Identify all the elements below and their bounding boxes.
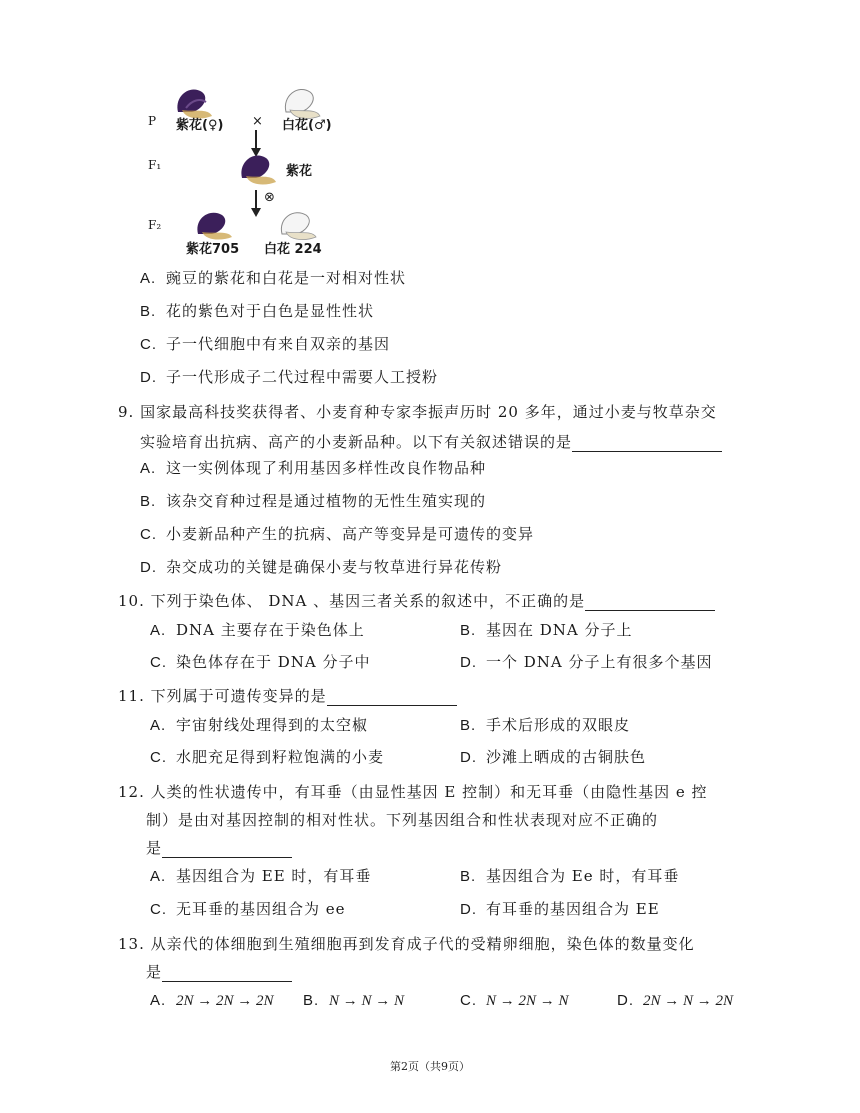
q11-option-a: A. 宇宙射线处理得到的太空椒 bbox=[150, 716, 369, 734]
q13-option-a: A. 2N → 2N → 2N bbox=[150, 992, 274, 1009]
page-footer: 第2页（共9页） bbox=[390, 1060, 470, 1073]
q13-option-c: C. N → 2N → N bbox=[460, 992, 569, 1009]
f1-generation-label: F₁ bbox=[148, 158, 162, 172]
q9-stem-line2: 实验培育出抗病、高产的小麦新品种。以下有关叙述错误的是 bbox=[140, 432, 722, 452]
white-male-label: 白花(♂) bbox=[282, 118, 332, 133]
q8-option-b: B. 花的紫色对于白色是显性性状 bbox=[140, 302, 375, 320]
q12-option-a: A. 基因组合为 EE 时，有耳垂 bbox=[150, 867, 372, 885]
q9-option-d: D. 杂交成功的关键是确保小麦与牧草进行异花传粉 bbox=[140, 558, 503, 576]
f1-purple-label: 紫花 bbox=[286, 164, 313, 179]
q11-stem: 11. 下列属于可遗传变异的是 bbox=[118, 686, 457, 706]
q10-option-b: B. 基因在 DNA 分子上 bbox=[460, 621, 633, 639]
q13-stem-line2: 是 bbox=[146, 962, 292, 982]
q13-option-b: B. N → N → N bbox=[303, 992, 405, 1009]
q9-option-c: C. 小麦新品种产生的抗病、高产等变异是可遗传的变异 bbox=[140, 525, 535, 543]
q9-option-b: B. 该杂交育种过程是通过植物的无性生殖实现的 bbox=[140, 492, 487, 510]
q8-option-d: D. 子一代形成子二代过程中需要人工授粉 bbox=[140, 368, 439, 386]
q12-stem-line3: 是 bbox=[146, 838, 292, 858]
purple-female-label: 紫花(♀) bbox=[176, 118, 224, 133]
arrow-down-icon-2 bbox=[250, 190, 262, 218]
q10-option-c: C. 染色体存在于 DNA 分子中 bbox=[150, 653, 371, 671]
q9-option-a: A. 这一实例体现了利用基因多样性改良作物品种 bbox=[140, 459, 487, 477]
q9-stem-line1: 9. 国家最高科技奖获得者、小麦育种专家李振声历时 20 多年，通过小麦与牧草杂交 bbox=[118, 403, 717, 421]
q12-option-b: B. 基因组合为 Ee 时，有耳垂 bbox=[460, 867, 680, 885]
q10-answer-blank[interactable] bbox=[585, 594, 715, 611]
f2-purple-flower-icon bbox=[192, 206, 234, 242]
q8-option-a: A. 豌豆的紫花和白花是一对相对性状 bbox=[140, 269, 407, 287]
f2-generation-label: F₂ bbox=[148, 218, 162, 232]
q11-answer-blank[interactable] bbox=[327, 689, 457, 706]
q11-option-b: B. 手术后形成的双眼皮 bbox=[460, 716, 631, 734]
q12-answer-blank[interactable] bbox=[162, 841, 292, 858]
q12-stem-line2: 制）是由对基因控制的相对性状。下列基因组合和性状表现对应不正确的 bbox=[146, 811, 659, 829]
q10-option-a: A. DNA 主要存在于染色体上 bbox=[150, 621, 365, 639]
q12-option-d: D. 有耳垂的基因组合为 EE bbox=[460, 900, 660, 918]
q12-option-c: C. 无耳垂的基因组合为 ee bbox=[150, 900, 346, 918]
f2-white-label: 白花 224 bbox=[264, 242, 322, 257]
q13-stem-line1: 13. 从亲代的体细胞到生殖细胞再到发育成子代的受精卵细胞，染色体的数量变化 bbox=[118, 935, 695, 953]
q11-option-d: D. 沙滩上晒成的古铜肤色 bbox=[460, 748, 647, 766]
q10-option-d: D. 一个 DNA 分子上有很多个基因 bbox=[460, 653, 713, 671]
f1-purple-flower-icon bbox=[236, 148, 282, 188]
q13-option-d: D. 2N → N → 2N bbox=[617, 992, 734, 1009]
p-generation-label: P bbox=[148, 114, 157, 128]
q13-answer-blank[interactable] bbox=[162, 965, 292, 982]
cross-symbol: × bbox=[252, 114, 263, 129]
f2-purple-label: 紫花705 bbox=[186, 242, 240, 257]
pea-cross-figure bbox=[140, 72, 360, 262]
q11-option-c: C. 水肥充足得到籽粒饱满的小麦 bbox=[150, 748, 385, 766]
q8-option-c: C. 子一代细胞中有来自双亲的基因 bbox=[140, 335, 391, 353]
f2-white-flower-icon bbox=[276, 206, 318, 242]
q10-stem: 10. 下列于染色体、 DNA 、基因三者关系的叙述中，不正确的是 bbox=[118, 591, 715, 611]
q9-answer-blank[interactable] bbox=[572, 435, 722, 452]
q12-stem-line1: 12. 人类的性状遗传中，有耳垂（由显性基因 E 控制）和无耳垂（由隐性基因 e 控 bbox=[118, 783, 708, 801]
self-cross-symbol: ⊗ bbox=[264, 190, 275, 205]
